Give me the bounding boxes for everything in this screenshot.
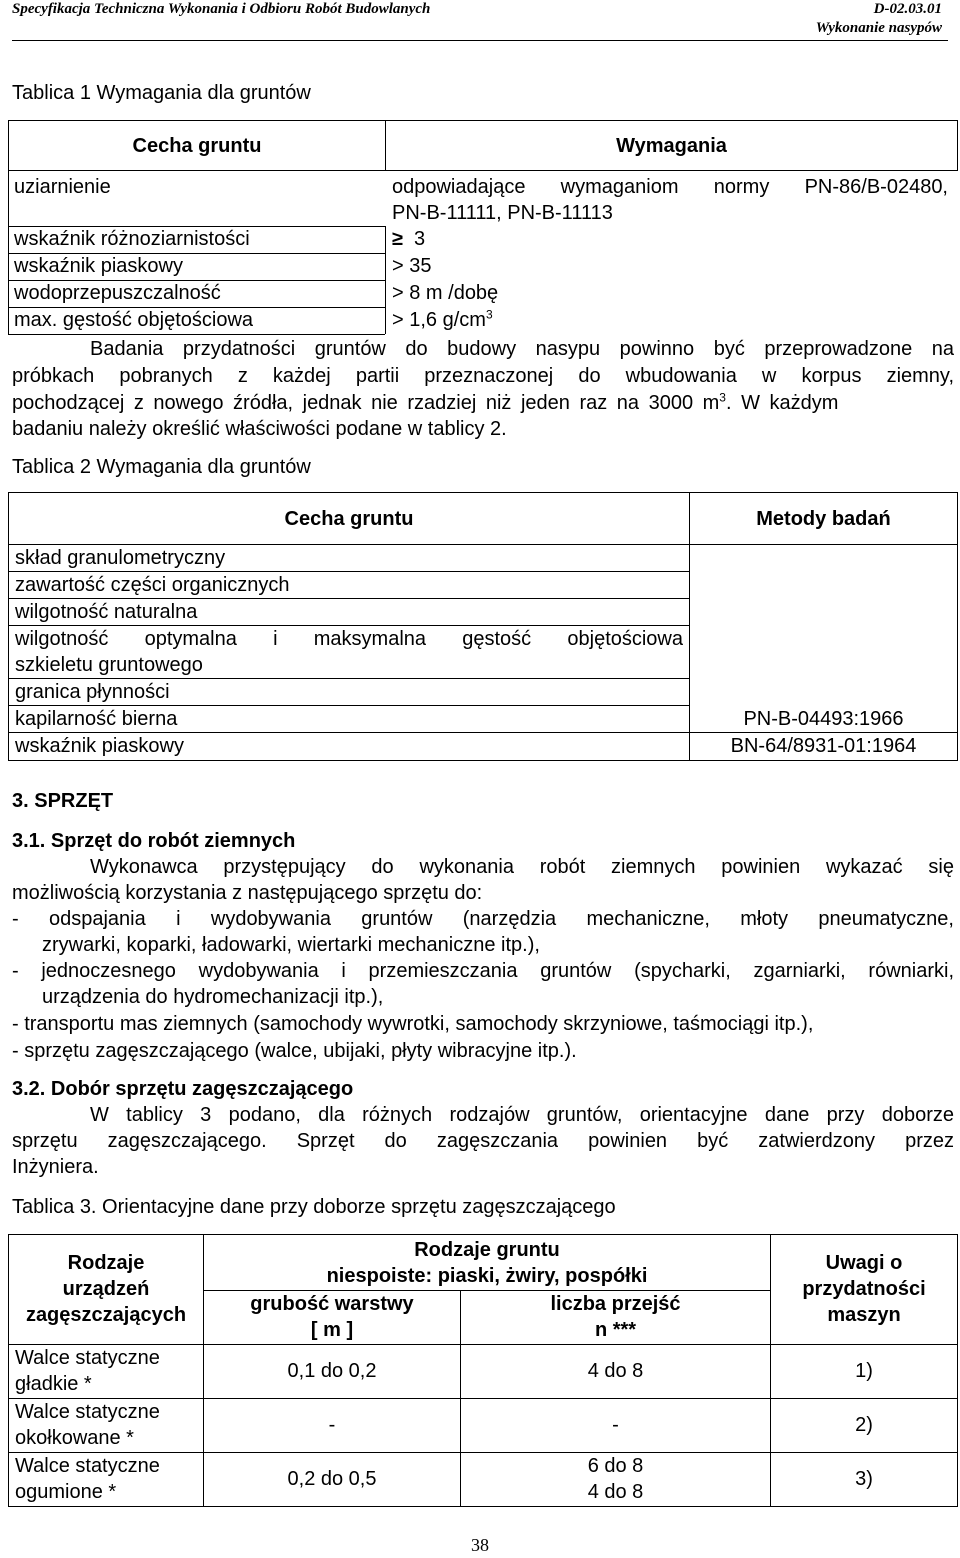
paragraph-line: W tablicy 3 podano, dla różnych rodzajów gruntów, orientacyjne dane przy doborze xyxy=(90,1104,954,1126)
paragraph-text: . W każdym xyxy=(725,392,839,414)
table2 xyxy=(8,492,958,761)
list-item: - odspajania i wydobywania gruntów (narzędzia mechaniczne, młoty pneumatyczne, xyxy=(12,908,954,930)
greater-equal-symbol: ≥ xyxy=(392,228,403,250)
table1-feature: wskaźnik piaskowy xyxy=(14,255,183,277)
table1-feature: max. gęstość objętościowa xyxy=(14,309,254,331)
table3-passes: 4 do 8 xyxy=(461,1344,771,1398)
table1 xyxy=(8,120,958,171)
table1-requirement: odpowiadające wymaganiom normy PN-86/B-02480, xyxy=(392,176,948,198)
table3-device xyxy=(9,1398,204,1452)
table1-header-feature: Cecha gruntu xyxy=(9,121,386,171)
header-line: Rodzaje xyxy=(67,1252,145,1275)
table1-feature: wskaźnik różnoziarnistości xyxy=(14,228,250,250)
table3-note: 2) xyxy=(771,1398,958,1452)
table2-method: PN-B-04493:1966 xyxy=(690,545,958,733)
table3-device xyxy=(9,1344,204,1398)
paragraph-line: Inżyniera. xyxy=(12,1156,99,1178)
list-item: - transportu mas ziemnych (samochody wywrotki, samochody skrzyniowe, taśmociągi itp.), xyxy=(12,1013,814,1035)
paragraph-line: Wykonawca przystępujący do wykonania robót ziemnych powinien wykazać się xyxy=(90,856,954,878)
table2-method: BN-64/8931-01:1964 xyxy=(690,733,958,761)
table3-passes xyxy=(461,1452,771,1506)
table1-body xyxy=(14,174,958,334)
paragraph-line: badaniu należy określić właściwości podane w tablicy 2. xyxy=(12,418,507,440)
paragraph-line: Badania przydatności gruntów do budowy nasypu powinno być przeprowadzone na xyxy=(90,338,954,360)
table-row xyxy=(14,307,958,334)
list-item: - sprzętu zagęszczającego (walce, ubijaki, płyty wibracyjne itp.). xyxy=(12,1040,577,1062)
table3-thickness: 0,1 do 0,2 xyxy=(204,1344,461,1398)
table3-header-thickness xyxy=(204,1290,461,1344)
superscript: 3 xyxy=(719,390,726,405)
subsection-heading: 3.1. Sprzęt do robót ziemnych xyxy=(12,830,296,852)
header-line: przydatności xyxy=(802,1278,926,1301)
table1-caption: Tablica 1 Wymagania dla gruntów xyxy=(12,82,311,104)
paragraph-line: możliwością korzystania z następującego sprzętu do: xyxy=(12,882,483,904)
table3 xyxy=(8,1234,958,1507)
table-row xyxy=(14,174,958,226)
table3-thickness: 0,2 do 0,5 xyxy=(204,1452,461,1506)
table-row xyxy=(9,1344,958,1398)
subsection-heading: 3.2. Dobór sprzętu zagęszczającego xyxy=(12,1078,354,1100)
table1-header-requirements: Wymagania xyxy=(386,121,958,171)
table-row: wilgotność naturalna xyxy=(9,599,690,626)
list-item: - jednoczesnego wydobywania i przemieszczania gruntów (spycharki, zgarniarki, równiarki, xyxy=(12,960,954,982)
header-line: liczba przejść xyxy=(550,1292,681,1315)
paragraph-line: próbkach pobranych z każdej partii przeznaczonej do wbudowania w korpus ziemny, xyxy=(12,365,954,387)
table1-requirement: > 35 xyxy=(392,255,432,277)
header-line: grubość warstwy xyxy=(250,1292,414,1315)
list-item-cont: urządzenia do hydromechanizacji itp.), xyxy=(42,986,384,1008)
table-row: zawartość części organicznych xyxy=(9,572,690,599)
table-row xyxy=(14,253,958,280)
table3-header-soil-type: niespoiste: piaski, żwiry, pospółki xyxy=(204,1263,771,1290)
table2-caption: Tablica 2 Wymagania dla gruntów xyxy=(12,456,311,478)
header-code: D-02.03.01 xyxy=(873,1,942,17)
superscript: 3 xyxy=(485,307,493,322)
table3-header-notes xyxy=(771,1235,958,1345)
table1-requirement: > 1,6 g/cm xyxy=(392,309,486,331)
header-line: urządzeń xyxy=(62,1278,150,1301)
table3-passes: - xyxy=(461,1398,771,1452)
table2-header-feature: Cecha gruntu xyxy=(9,493,690,545)
table-row xyxy=(9,1452,958,1506)
table3-note: 1) xyxy=(771,1344,958,1398)
table3-header-soil: Rodzaje gruntu xyxy=(204,1235,771,1264)
table-row xyxy=(14,280,958,307)
device-line: Walce statyczne xyxy=(15,1454,160,1477)
header-line: zagęszczających xyxy=(25,1304,187,1327)
table2-header-methods: Metody badań xyxy=(690,493,958,545)
table-row: granica płynności xyxy=(9,679,690,706)
table1-feature: uziarnienie xyxy=(14,176,111,198)
table3-device xyxy=(9,1452,204,1506)
table1-requirement: 3 xyxy=(414,228,426,250)
header-line: [ m ] xyxy=(310,1318,354,1341)
device-line: okołkowane * xyxy=(15,1426,134,1449)
table2-feature: wilgotność optymalna i maksymalna gęstość objętościowa xyxy=(15,628,683,650)
table-row: skład granulometryczny xyxy=(9,545,690,572)
table1-feature: wodoprzepuszczalność xyxy=(14,282,221,304)
list-item-cont: zrywarki, koparki, ładowarki, wiertarki mechaniczne itp.), xyxy=(42,934,540,956)
passes-line: 6 do 8 xyxy=(587,1455,644,1477)
table-row xyxy=(14,226,958,253)
header-line: Uwagi o xyxy=(825,1252,903,1275)
header-document-title: Specyfikacja Techniczna Wykonania i Odbioru Robót Budowlanych xyxy=(12,1,431,17)
paragraph-line: sprzętu zagęszczającego. Sprzęt do zagęszczania powinien być zatwierdzony przez xyxy=(12,1130,954,1152)
paragraph-text: pochodzącej z nowego źródła, jednak nie rzadziej niż jeden raz na 3000 m xyxy=(12,392,720,414)
page-number: 38 xyxy=(471,1535,489,1555)
table3-caption: Tablica 3. Orientacyjne dane przy doborze sprzętu zagęszczającego xyxy=(12,1196,616,1218)
table3-note: 3) xyxy=(771,1452,958,1506)
table-row: kapilarność bierna xyxy=(9,706,690,733)
table3-header-devices xyxy=(9,1235,204,1345)
section-heading: 3. SPRZĘT xyxy=(12,790,114,812)
device-line: Walce statyczne xyxy=(15,1346,160,1369)
passes-line: 4 do 8 xyxy=(587,1481,644,1503)
device-line: gładkie * xyxy=(15,1372,92,1395)
table-row xyxy=(9,626,690,679)
device-line: ogumione * xyxy=(15,1480,117,1503)
device-line: Walce statyczne xyxy=(15,1400,160,1423)
table3-thickness: - xyxy=(204,1398,461,1452)
table1-requirement: > 8 m /dobę xyxy=(392,282,499,304)
table1-requirement-cont: PN-B-11111, PN-B-11113 xyxy=(392,202,613,224)
header-line: maszyn xyxy=(827,1304,901,1327)
table2-feature-cont: szkieletu gruntowego xyxy=(15,654,203,676)
paragraph-line xyxy=(12,390,954,416)
table3-header-passes xyxy=(461,1290,771,1344)
header-line: n *** xyxy=(594,1318,637,1341)
table-row: wskaźnik piaskowy xyxy=(9,733,690,761)
table-row xyxy=(9,1398,958,1452)
page-header xyxy=(12,0,948,41)
header-subtitle: Wykonanie nasypów xyxy=(815,20,942,36)
